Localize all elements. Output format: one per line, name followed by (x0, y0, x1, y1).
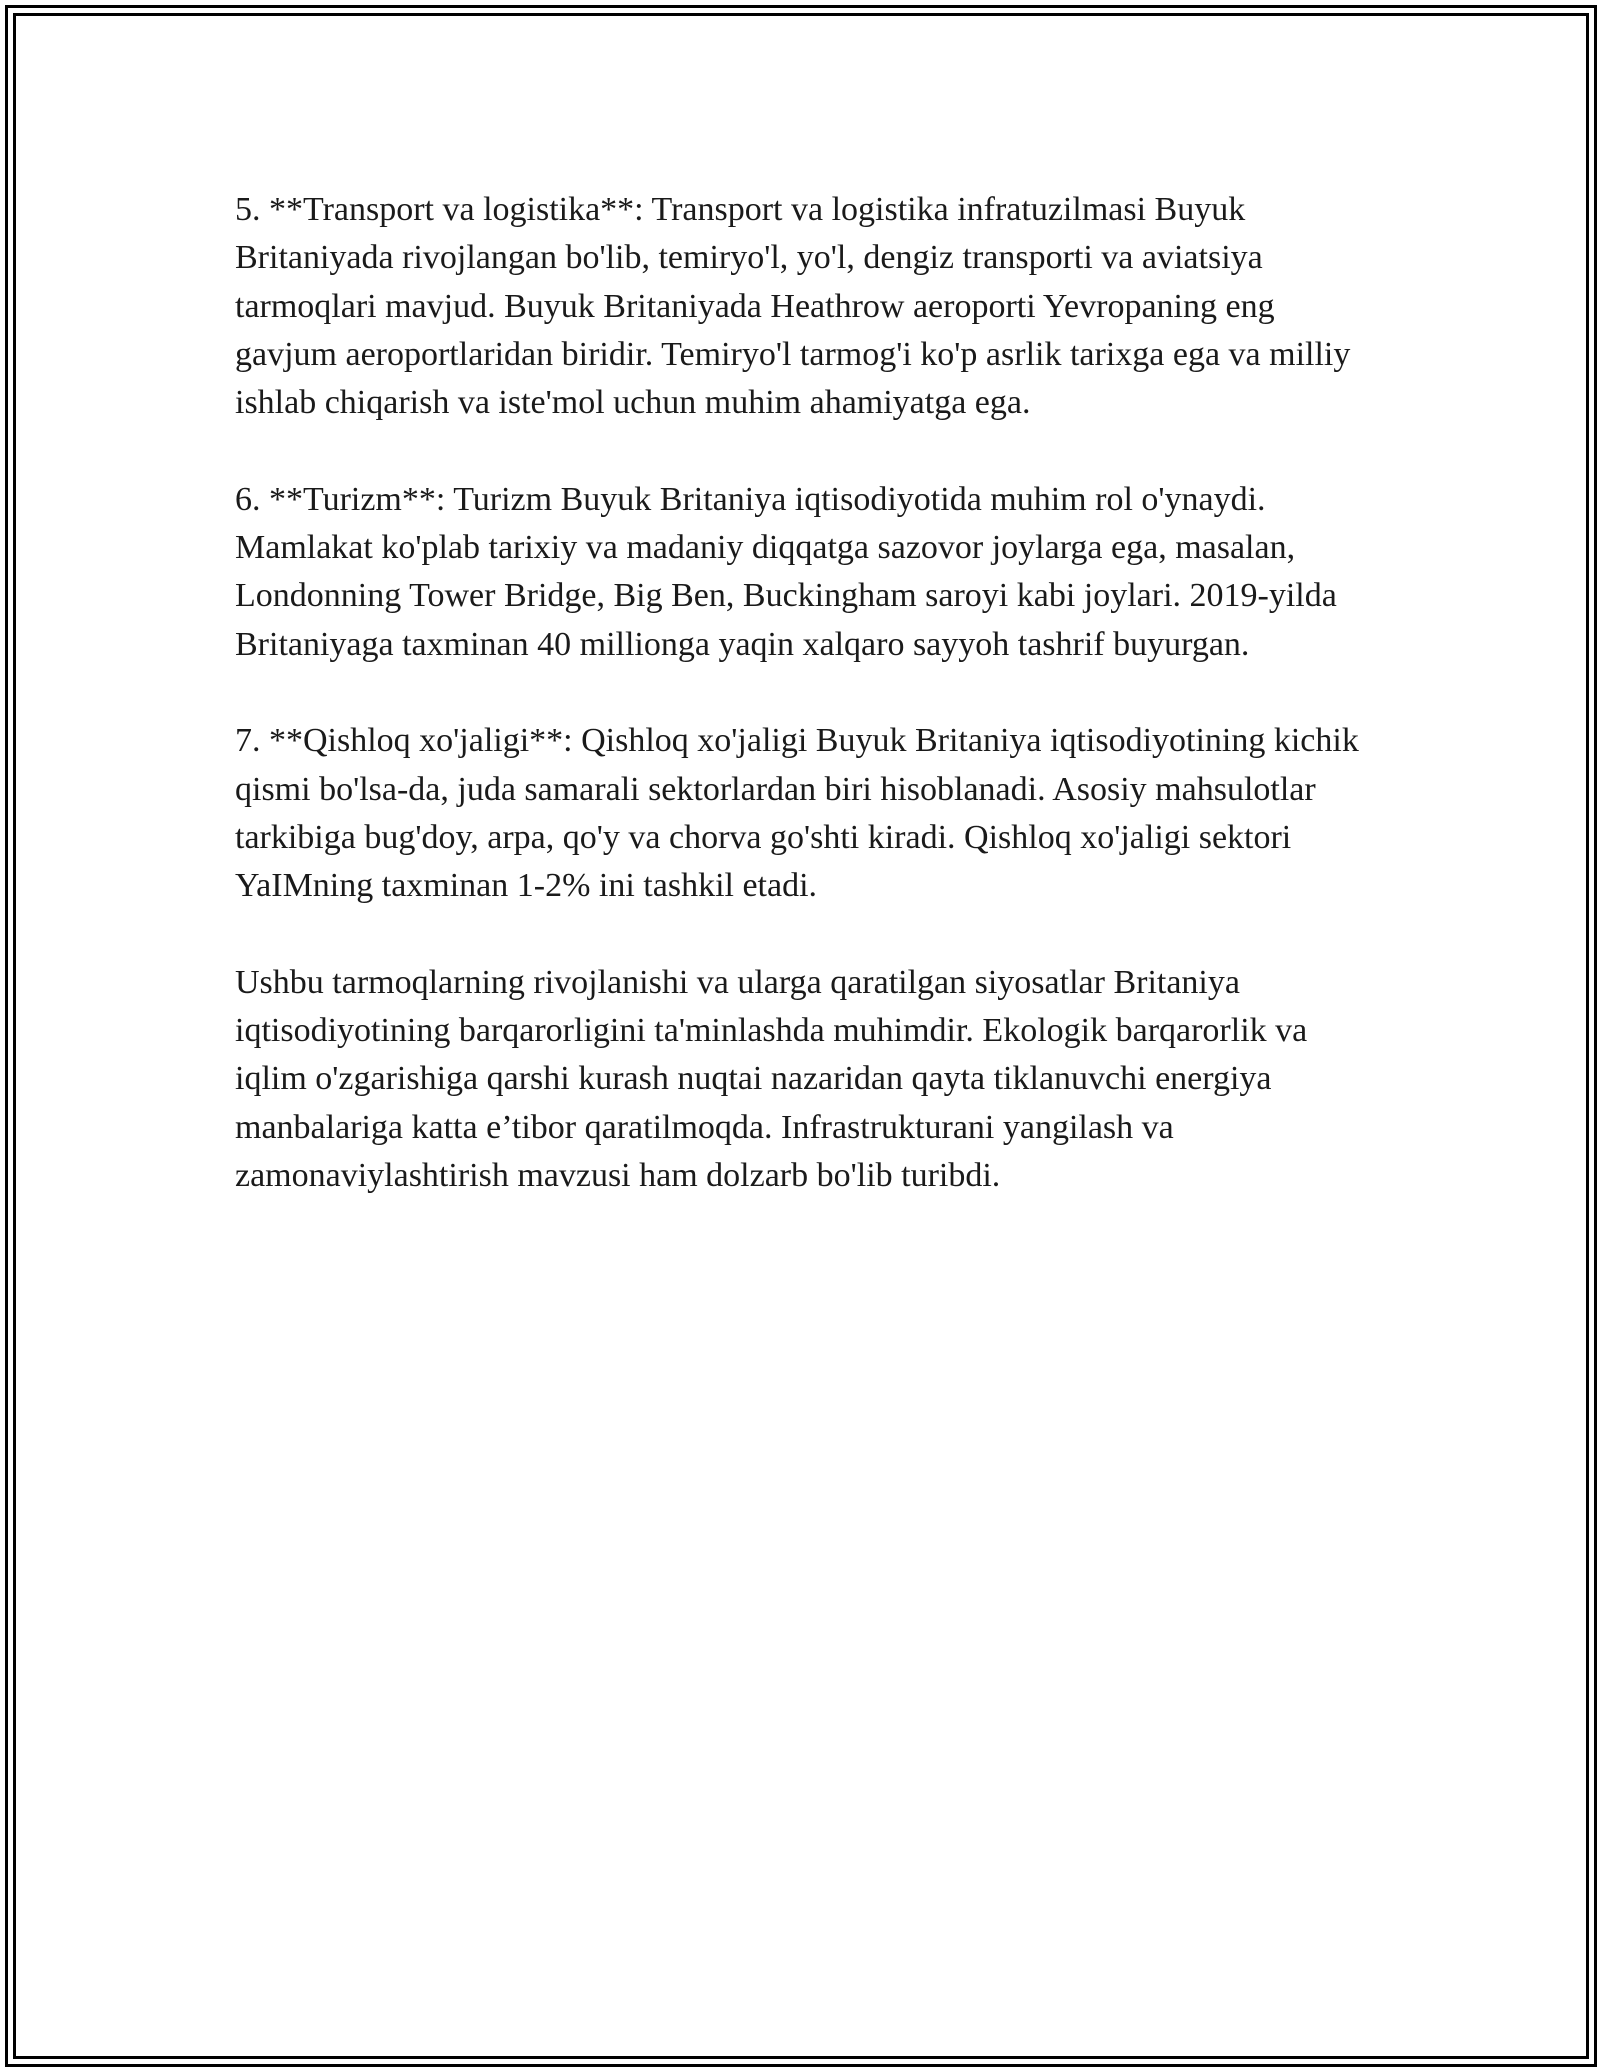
paragraph-tourism: 6. **Turizm**: Turizm Buyuk Britaniya iqtisodiyotida muhim rol o'ynaydi. Mamlakat ko'plab tarixiy va madaniy diqqatga sazovor joylarga ega, masalan, Londonning Tower Bridge, Big Ben, Buckingham saroyi kabi joylari. 2019-yilda Britaniyaga taxminan 40 millionga yaqin xalqaro sayyoh tashrif buyurgan. (235, 480, 1337, 663)
paragraph-transport-logistics: 5. **Transport va logistika**: Transport va logistika infratuzilmasi Buyuk Britaniyada rivojlangan bo'lib, temiryo'l, yo'l, dengiz transporti va aviatsiya tarmoqlari mavjud. Buyuk Britaniyada Heathrow aeroporti Yevropaning eng gavjum aeroportlaridan biridir. Temiryo'l tarmog'i ko'p asrlik tarixga ega va milliy ishlab chiqarish va iste'mol uchun muhim ahamiyatga ega. (235, 191, 1351, 422)
paragraph-conclusion: Ushbu tarmoqlarning rivojlanishi va ularga qaratilgan siyosatlar Britaniya iqtisodiyotining barqarorligini ta'minlashda muhimdir. Ekologik barqarorlik va iqlim o'zgarishiga qarshi kurash nuqtai nazaridan qayta tiklanuvchi energiya manbalariga katta e’tibor qaratilmoqda. Infrastrukturani yangilash va zamonaviylashtirish mavzusi ham dolzarb bo'lib turibdi. (235, 963, 1308, 1194)
document-body (235, 186, 1375, 1249)
paragraph-agriculture: 7. **Qishloq xo'jaligi**: Qishloq xo'jaligi Buyuk Britaniya iqtisodiyotining kichik qismi bo'lsa-da, juda samarali sektorlardan biri hisoblanadi. Asosiy mahsulotlar tarkibiga bug'doy, arpa, qo'y va chorva go'shti kiradi. Qishloq xo'jaligi sektori YaIMning taxminan 1-2% ini tashkil etadi. (235, 722, 1359, 905)
